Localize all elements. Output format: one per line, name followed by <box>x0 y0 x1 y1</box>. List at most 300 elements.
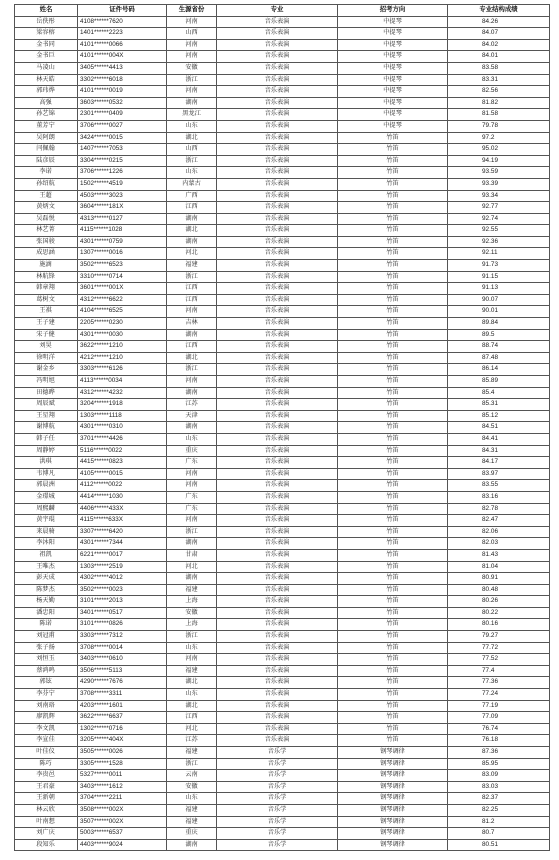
table-row <box>15 839 550 851</box>
score-cell: 82.47 <box>448 515 550 527</box>
name-cell: 杨天勤 <box>15 596 78 608</box>
direction-cell: 竹笛 <box>338 376 448 388</box>
name-cell: 王祺 <box>15 306 78 318</box>
province-cell: 河南 <box>167 654 217 666</box>
table-row <box>15 433 550 445</box>
table-row <box>15 747 550 759</box>
score-cell: 91.15 <box>448 271 550 283</box>
table-row <box>15 341 550 353</box>
direction-cell: 竹笛 <box>338 190 448 202</box>
major-cell: 音乐表演 <box>217 399 338 411</box>
province-cell: 内蒙古 <box>167 178 217 190</box>
major-cell: 音乐表演 <box>217 468 338 480</box>
direction-cell: 竹笛 <box>338 723 448 735</box>
name-cell: 谢金乡 <box>15 364 78 376</box>
name-cell: 蔡鸿鸣 <box>15 665 78 677</box>
province-cell: 上海 <box>167 619 217 631</box>
id-number-cell: 1307******0016 <box>78 248 167 260</box>
score-cell: 86.14 <box>448 364 550 376</box>
name-cell: 金书同 <box>15 39 78 51</box>
id-number-cell: 1303******1118 <box>78 410 167 422</box>
direction-cell: 竹笛 <box>338 700 448 712</box>
major-cell: 音乐表演 <box>217 549 338 561</box>
major-cell: 音乐学 <box>217 758 338 770</box>
major-cell: 音乐表演 <box>217 120 338 132</box>
table-row <box>15 804 550 816</box>
table-row <box>15 155 550 167</box>
major-cell: 音乐表演 <box>217 410 338 422</box>
direction-cell: 竹笛 <box>338 457 448 469</box>
province-cell: 天津 <box>167 410 217 422</box>
direction-cell: 竹笛 <box>338 225 448 237</box>
major-cell: 音乐学 <box>217 828 338 840</box>
province-cell: 湖南 <box>167 573 217 585</box>
table-row <box>15 352 550 364</box>
province-cell: 江苏 <box>167 399 217 411</box>
name-cell: 谢博航 <box>15 422 78 434</box>
province-cell: 湖南 <box>167 97 217 109</box>
score-cell: 77.4 <box>448 665 550 677</box>
name-cell: 陈梦杰 <box>15 584 78 596</box>
province-cell: 山西 <box>167 144 217 156</box>
table-row <box>15 399 550 411</box>
direction-cell: 钢琴调律 <box>338 839 448 851</box>
province-cell: 重庆 <box>167 445 217 457</box>
id-number-cell: 4503******3023 <box>78 190 167 202</box>
direction-cell: 竹笛 <box>338 155 448 167</box>
table-row <box>15 74 550 86</box>
id-number-cell: 3307******6420 <box>78 526 167 538</box>
direction-cell: 竹笛 <box>338 202 448 214</box>
table-row <box>15 248 550 260</box>
direction-cell: 中提琴 <box>338 16 448 28</box>
table-row <box>15 329 550 341</box>
province-cell: 福建 <box>167 747 217 759</box>
table-row <box>15 28 550 40</box>
id-number-cell: 1407******7053 <box>78 144 167 156</box>
name-cell: 林云欣 <box>15 804 78 816</box>
major-cell: 音乐表演 <box>217 445 338 457</box>
province-cell: 湖南 <box>167 213 217 225</box>
name-cell: 林天皓 <box>15 74 78 86</box>
score-cell: 76.18 <box>448 735 550 747</box>
id-number-cell: 3601******001X <box>78 283 167 295</box>
major-cell: 音乐表演 <box>217 190 338 202</box>
name-cell: 黄宇琨 <box>15 515 78 527</box>
table-row <box>15 735 550 747</box>
score-cell: 80.26 <box>448 596 550 608</box>
major-cell: 音乐表演 <box>217 178 338 190</box>
province-cell: 重庆 <box>167 828 217 840</box>
id-number-cell: 4115******633X <box>78 515 167 527</box>
province-cell: 河北 <box>167 561 217 573</box>
id-number-cell: 4403******9024 <box>78 839 167 851</box>
table-row <box>15 306 550 318</box>
score-cell: 81.43 <box>448 549 550 561</box>
major-cell: 音乐表演 <box>217 665 338 677</box>
province-cell: 河南 <box>167 515 217 527</box>
id-number-cell: 3706******0027 <box>78 120 167 132</box>
id-number-cell: 4415******0823 <box>78 457 167 469</box>
name-cell: 郭铉 <box>15 677 78 689</box>
score-cell: 83.97 <box>448 468 550 480</box>
table-row <box>15 410 550 422</box>
id-number-cell: 5116******0022 <box>78 445 167 457</box>
name-cell: 周辰斌 <box>15 399 78 411</box>
province-cell: 河南 <box>167 16 217 28</box>
score-cell: 92.77 <box>448 202 550 214</box>
province-cell: 福建 <box>167 260 217 272</box>
major-cell: 音乐表演 <box>217 712 338 724</box>
major-cell: 音乐表演 <box>217 260 338 272</box>
major-cell: 音乐表演 <box>217 202 338 214</box>
score-cell: 83.58 <box>448 62 550 74</box>
table-row <box>15 515 550 527</box>
major-cell: 音乐表演 <box>217 619 338 631</box>
score-cell: 85.4 <box>448 387 550 399</box>
id-number-cell: 3405******4413 <box>78 62 167 74</box>
name-cell: 黄炳文 <box>15 202 78 214</box>
score-cell: 82.78 <box>448 503 550 515</box>
direction-cell: 竹笛 <box>338 422 448 434</box>
name-cell: 吴阿朗 <box>15 132 78 144</box>
id-number-cell: 4105******0015 <box>78 468 167 480</box>
province-cell: 广东 <box>167 457 217 469</box>
score-cell: 80.7 <box>448 828 550 840</box>
table-row <box>15 723 550 735</box>
score-cell: 90.01 <box>448 306 550 318</box>
direction-cell: 中提琴 <box>338 28 448 40</box>
province-cell: 河南 <box>167 376 217 388</box>
name-cell: 董芳宁 <box>15 120 78 132</box>
score-cell: 92.11 <box>448 248 550 260</box>
direction-cell: 竹笛 <box>338 584 448 596</box>
major-cell: 音乐表演 <box>217 51 338 63</box>
major-cell: 音乐表演 <box>217 654 338 666</box>
province-cell: 山东 <box>167 793 217 805</box>
id-number-cell: 1502******4519 <box>78 178 167 190</box>
score-cell: 80.91 <box>448 573 550 585</box>
name-cell: 彭天成 <box>15 573 78 585</box>
direction-cell: 钢琴调律 <box>338 828 448 840</box>
direction-cell: 竹笛 <box>338 735 448 747</box>
id-number-cell: 3101******0826 <box>78 619 167 631</box>
id-number-cell: 5327******0011 <box>78 770 167 782</box>
major-cell: 音乐学 <box>217 839 338 851</box>
id-number-cell: 4301******0759 <box>78 236 167 248</box>
table-row <box>15 631 550 643</box>
score-cell: 85.31 <box>448 399 550 411</box>
id-number-cell: 3704******2211 <box>78 793 167 805</box>
id-number-cell: 3507******002X <box>78 816 167 828</box>
id-number-cell: 3508******002X <box>78 804 167 816</box>
table-row <box>15 167 550 179</box>
major-cell: 音乐表演 <box>217 16 338 28</box>
major-cell: 音乐表演 <box>217 491 338 503</box>
province-cell: 湖北 <box>167 700 217 712</box>
province-cell: 江西 <box>167 202 217 214</box>
direction-cell: 竹笛 <box>338 306 448 318</box>
name-cell: 岳佚彤 <box>15 16 78 28</box>
major-cell: 音乐表演 <box>217 74 338 86</box>
direction-cell: 钢琴调律 <box>338 747 448 759</box>
score-cell: 92.74 <box>448 213 550 225</box>
id-number-cell: 3403******0610 <box>78 654 167 666</box>
score-cell: 76.74 <box>448 723 550 735</box>
table-row <box>15 236 550 248</box>
major-cell: 音乐表演 <box>217 86 338 98</box>
score-cell: 84.31 <box>448 445 550 457</box>
score-cell: 77.52 <box>448 654 550 666</box>
score-cell: 92.55 <box>448 225 550 237</box>
name-cell: 李沐阳 <box>15 538 78 550</box>
name-cell: 冯明旭 <box>15 376 78 388</box>
header-score: 专业结构成绩 <box>448 5 550 17</box>
name-cell: 徐明洋 <box>15 352 78 364</box>
province-cell: 山西 <box>167 28 217 40</box>
major-cell: 音乐表演 <box>217 352 338 364</box>
name-cell: 潘忠阳 <box>15 607 78 619</box>
id-number-cell: 3505******0026 <box>78 747 167 759</box>
score-cell: 79.78 <box>448 120 550 132</box>
name-cell: 孙绍航 <box>15 178 78 190</box>
admission-score-table <box>14 4 550 851</box>
province-cell: 甘肃 <box>167 549 217 561</box>
major-cell: 音乐表演 <box>217 596 338 608</box>
table-row <box>15 712 550 724</box>
score-cell: 90.07 <box>448 294 550 306</box>
direction-cell: 竹笛 <box>338 433 448 445</box>
id-number-cell: 3424******0015 <box>78 132 167 144</box>
score-cell: 93.39 <box>448 178 550 190</box>
major-cell: 音乐学 <box>217 770 338 782</box>
score-cell: 77.09 <box>448 712 550 724</box>
table-row <box>15 422 550 434</box>
id-number-cell: 3304******0215 <box>78 155 167 167</box>
name-cell: 梁容榕 <box>15 28 78 40</box>
table-row <box>15 607 550 619</box>
name-cell: 李芬宁 <box>15 689 78 701</box>
id-number-cell: 4313******0127 <box>78 213 167 225</box>
score-cell: 84.17 <box>448 457 550 469</box>
score-cell: 85.12 <box>448 410 550 422</box>
province-cell: 河南 <box>167 468 217 480</box>
name-cell: 刘南珞 <box>15 700 78 712</box>
name-cell: 王子建 <box>15 318 78 330</box>
score-cell: 82.25 <box>448 804 550 816</box>
province-cell: 江西 <box>167 294 217 306</box>
direction-cell: 中提琴 <box>338 86 448 98</box>
id-number-cell: 3403******1612 <box>78 781 167 793</box>
name-cell: 王唯杰 <box>15 561 78 573</box>
id-number-cell: 3303******6126 <box>78 364 167 376</box>
major-cell: 音乐表演 <box>217 97 338 109</box>
major-cell: 音乐表演 <box>217 433 338 445</box>
id-number-cell: 5003******6537 <box>78 828 167 840</box>
name-cell: 洪琪 <box>15 457 78 469</box>
id-number-cell: 4312******6622 <box>78 294 167 306</box>
name-cell: 周熙麟 <box>15 503 78 515</box>
score-cell: 84.01 <box>448 51 550 63</box>
id-number-cell: 4113******0034 <box>78 376 167 388</box>
score-cell: 77.19 <box>448 700 550 712</box>
direction-cell: 竹笛 <box>338 213 448 225</box>
direction-cell: 竹笛 <box>338 260 448 272</box>
table-row <box>15 828 550 840</box>
id-number-cell: 3622******1210 <box>78 341 167 353</box>
table-row <box>15 793 550 805</box>
table-row <box>15 781 550 793</box>
province-cell: 广东 <box>167 503 217 515</box>
major-cell: 音乐表演 <box>217 248 338 260</box>
name-cell: 韩子任 <box>15 433 78 445</box>
major-cell: 音乐表演 <box>217 387 338 399</box>
id-number-cell: 6221******0017 <box>78 549 167 561</box>
direction-cell: 竹笛 <box>338 144 448 156</box>
major-cell: 音乐表演 <box>217 689 338 701</box>
major-cell: 音乐表演 <box>217 561 338 573</box>
province-cell: 河南 <box>167 51 217 63</box>
score-cell: 82.06 <box>448 526 550 538</box>
table-row <box>15 642 550 654</box>
major-cell: 音乐学 <box>217 793 338 805</box>
score-cell: 89.84 <box>448 318 550 330</box>
direction-cell: 竹笛 <box>338 387 448 399</box>
id-number-cell: 4112******0022 <box>78 480 167 492</box>
major-cell: 音乐表演 <box>217 271 338 283</box>
score-cell: 83.55 <box>448 480 550 492</box>
table-row <box>15 573 550 585</box>
major-cell: 音乐学 <box>217 804 338 816</box>
table-row <box>15 654 550 666</box>
header-major: 专业 <box>217 5 338 17</box>
id-number-cell: 3604******181X <box>78 202 167 214</box>
id-number-cell: 3706******1226 <box>78 167 167 179</box>
name-cell: 陈巧 <box>15 758 78 770</box>
score-cell: 80.51 <box>448 839 550 851</box>
table-row <box>15 132 550 144</box>
id-number-cell: 1401******2223 <box>78 28 167 40</box>
province-cell: 河南 <box>167 480 217 492</box>
id-number-cell: 4301******0310 <box>78 422 167 434</box>
id-number-cell: 3101******2013 <box>78 596 167 608</box>
name-cell: 吴磊悦 <box>15 213 78 225</box>
direction-cell: 钢琴调律 <box>338 793 448 805</box>
name-cell: 李宣佳 <box>15 735 78 747</box>
table-row <box>15 491 550 503</box>
name-cell: 陈诺 <box>15 619 78 631</box>
name-cell: 李贵邑 <box>15 770 78 782</box>
major-cell: 音乐表演 <box>217 677 338 689</box>
id-number-cell: 4101******004X <box>78 51 167 63</box>
major-cell: 音乐表演 <box>217 329 338 341</box>
province-cell: 湖南 <box>167 329 217 341</box>
score-cell: 83.16 <box>448 491 550 503</box>
score-cell: 80.22 <box>448 607 550 619</box>
name-cell: 施滴 <box>15 260 78 272</box>
direction-cell: 竹笛 <box>338 549 448 561</box>
name-cell: 孙艺锦 <box>15 109 78 121</box>
direction-cell: 钢琴调律 <box>338 816 448 828</box>
direction-cell: 中提琴 <box>338 109 448 121</box>
table-row <box>15 758 550 770</box>
id-number-cell: 4101******0019 <box>78 86 167 98</box>
direction-cell: 竹笛 <box>338 573 448 585</box>
table-row <box>15 665 550 677</box>
id-number-cell: 3506******5113 <box>78 665 167 677</box>
direction-cell: 竹笛 <box>338 178 448 190</box>
province-cell: 浙江 <box>167 155 217 167</box>
direction-cell: 竹笛 <box>338 596 448 608</box>
id-number-cell: 3305******1528 <box>78 758 167 770</box>
province-cell: 安徽 <box>167 781 217 793</box>
major-cell: 音乐学 <box>217 816 338 828</box>
score-cell: 93.59 <box>448 167 550 179</box>
score-cell: 87.48 <box>448 352 550 364</box>
major-cell: 音乐表演 <box>217 480 338 492</box>
province-cell: 湖南 <box>167 236 217 248</box>
header-direction: 招考方向 <box>338 5 448 17</box>
major-cell: 音乐表演 <box>217 144 338 156</box>
id-number-cell: 4203******1601 <box>78 700 167 712</box>
name-cell: 李诺 <box>15 167 78 179</box>
name-cell: 王新朝 <box>15 793 78 805</box>
table-row <box>15 318 550 330</box>
name-cell: 闫佩翰 <box>15 144 78 156</box>
province-cell: 浙江 <box>167 526 217 538</box>
header-id-number: 证件号码 <box>78 5 167 17</box>
name-cell: 郭晨洲 <box>15 480 78 492</box>
id-number-cell: 3701******4426 <box>78 433 167 445</box>
province-cell: 湖北 <box>167 677 217 689</box>
id-number-cell: 2205******0230 <box>78 318 167 330</box>
province-cell: 江西 <box>167 283 217 295</box>
major-cell: 音乐表演 <box>217 723 338 735</box>
id-number-cell: 4312******4232 <box>78 387 167 399</box>
direction-cell: 竹笛 <box>338 538 448 550</box>
name-cell: 张子扬 <box>15 642 78 654</box>
province-cell: 山东 <box>167 167 217 179</box>
province-cell: 安徽 <box>167 607 217 619</box>
direction-cell: 竹笛 <box>338 480 448 492</box>
province-cell: 河北 <box>167 723 217 735</box>
table-row <box>15 387 550 399</box>
direction-cell: 中提琴 <box>338 120 448 132</box>
direction-cell: 中提琴 <box>338 74 448 86</box>
table-row <box>15 294 550 306</box>
direction-cell: 竹笛 <box>338 665 448 677</box>
major-cell: 音乐表演 <box>217 422 338 434</box>
province-cell: 浙江 <box>167 74 217 86</box>
table-row <box>15 619 550 631</box>
major-cell: 音乐表演 <box>217 306 338 318</box>
direction-cell: 竹笛 <box>338 689 448 701</box>
name-cell: 张国骏 <box>15 236 78 248</box>
name-cell: 叶佳仪 <box>15 747 78 759</box>
score-cell: 82.37 <box>448 793 550 805</box>
name-cell: 韦博凡 <box>15 468 78 480</box>
province-cell: 广东 <box>167 491 217 503</box>
table-row <box>15 213 550 225</box>
table-row <box>15 770 550 782</box>
direction-cell: 竹笛 <box>338 167 448 179</box>
id-number-cell: 4302******4012 <box>78 573 167 585</box>
name-cell: 王星翔 <box>15 410 78 422</box>
id-number-cell: 4101******0066 <box>78 39 167 51</box>
major-cell: 音乐学 <box>217 747 338 759</box>
name-cell: 段知乐 <box>15 839 78 851</box>
table-row <box>15 178 550 190</box>
